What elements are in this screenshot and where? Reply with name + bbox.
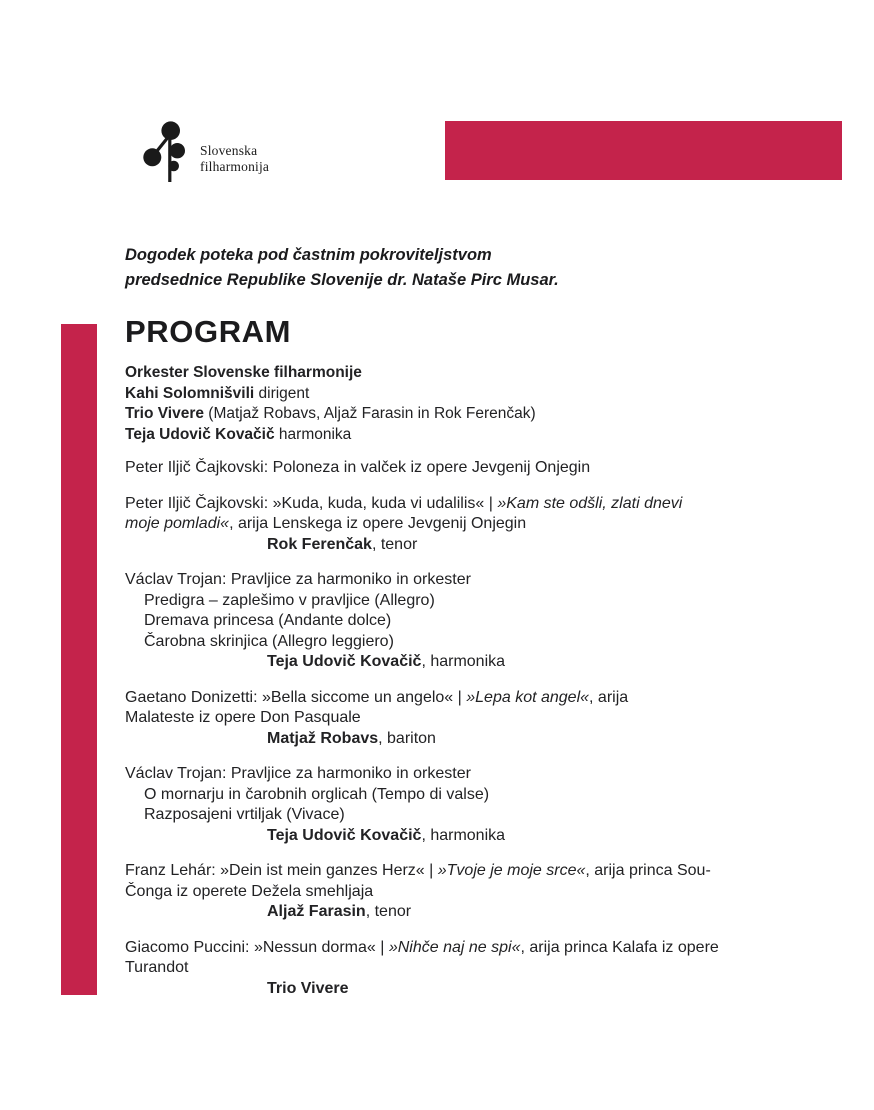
program-line — [125, 688, 837, 709]
text-segment: Teja Udovič Kovačič — [125, 425, 275, 443]
text-segment: Peter Iljič Čajkovski: Poloneza in valček iz opere Jevgenij Onjegin — [125, 459, 591, 476]
text-segment: , arija princa Kalafa iz opere — [520, 938, 719, 956]
ensemble-line — [125, 363, 837, 384]
text-segment: , bariton — [378, 729, 436, 747]
text-segment: Rok Ferenčak — [267, 535, 372, 553]
red-accent-bar — [61, 324, 97, 995]
program-line — [125, 570, 837, 591]
text-segment: , tenor — [365, 903, 412, 920]
text-segment: »Nihče naj ne spi« — [388, 938, 521, 956]
text-segment: Dremava princesa (Andante dolce) — [144, 612, 392, 629]
music-notes-logo-icon — [143, 110, 189, 188]
program-line — [125, 764, 837, 785]
program-line — [125, 591, 837, 612]
text-segment: Václav Trojan: Pravljice za harmoniko in orkester — [125, 571, 471, 588]
text-segment: moje pomladi« — [125, 515, 230, 532]
program-line — [125, 514, 837, 535]
text-segment: Franz Lehár: »Dein ist mein ganzes Herz« | — [125, 862, 438, 879]
program-item — [125, 938, 837, 1000]
patronage-note — [125, 243, 559, 293]
text-segment: , harmonika — [421, 826, 506, 844]
ensemble-line — [125, 404, 837, 425]
philharmonic-logo — [143, 110, 269, 188]
text-segment: Malateste iz opere Don Pasquale — [125, 709, 361, 726]
logo-wordmark-line1: Slovenska — [200, 143, 258, 158]
program-line — [125, 958, 837, 979]
logo-wordmark-line2: filharmonija — [200, 158, 270, 174]
text-segment: harmonika — [274, 425, 352, 443]
ensemble-list — [125, 363, 837, 445]
text-segment: , arija princa Sou- — [585, 862, 711, 879]
program-line — [125, 494, 837, 515]
text-segment: Trio Vivere — [267, 979, 349, 997]
program-line — [125, 979, 837, 1000]
patronage-line1: Dogodek poteka pod častnim pokroviteljstvom — [125, 246, 492, 264]
text-segment: Predigra – zaplešimo v pravljice (Allegro) — [144, 591, 435, 609]
text-segment: Čarobna skrinjica (Allegro leggiero) — [144, 632, 394, 650]
program-item — [125, 458, 837, 479]
program-line — [125, 902, 837, 923]
program-line — [125, 938, 837, 959]
program-items — [125, 458, 837, 999]
text-segment: (Matjaž Robavs, Aljaž Farasin in Rok Ferenčak) — [203, 405, 536, 422]
text-segment: Orkester Slovenske filharmonije — [125, 364, 362, 381]
text-segment: O mornarju in čarobnih orglicah (Tempo di valse) — [144, 785, 490, 803]
program-item — [125, 688, 837, 750]
text-segment: Teja Udovič Kovačič — [267, 653, 422, 670]
text-segment: Teja Udovič Kovačič — [267, 826, 422, 844]
program-line — [125, 708, 837, 729]
program-line — [125, 861, 837, 882]
text-segment: »Tvoje je moje srce« — [437, 862, 586, 879]
program-line — [125, 826, 837, 847]
text-segment: Aljaž Farasin — [267, 903, 366, 920]
text-segment: dirigent — [254, 384, 310, 402]
program-line — [125, 729, 837, 750]
text-segment: »Kam ste odšli, zlati dnevi — [497, 494, 683, 512]
text-segment: Giacomo Puccini: »Nessun dorma« | — [125, 938, 389, 956]
program-line — [125, 652, 837, 673]
text-segment: , arija — [589, 688, 629, 706]
text-segment: Razposajeni vrtiljak (Vivace) — [144, 806, 345, 823]
text-segment: Trio Vivere — [125, 405, 204, 422]
text-segment: , arija Lenskega iz opere Jevgenij Onjegin — [229, 515, 527, 532]
logo-wordmark — [200, 143, 269, 174]
program-item — [125, 764, 837, 846]
patronage-line2: predsednice Republike Slovenije dr. Nataše Pirc Musar. — [125, 271, 559, 289]
text-segment: Čonga iz operete Dežela smehljaja — [125, 882, 374, 900]
text-segment: »Lepa kot angel« — [466, 688, 590, 706]
program-item — [125, 861, 837, 923]
program-title: PROGRAM — [125, 314, 292, 349]
program-line — [125, 785, 837, 806]
text-segment: , harmonika — [421, 653, 506, 670]
program-item — [125, 570, 837, 673]
red-header-banner — [445, 121, 842, 180]
text-segment: Gaetano Donizetti: »Bella siccome un angelo« | — [125, 688, 467, 706]
text-segment: , tenor — [371, 535, 418, 553]
text-segment: Václav Trojan: Pravljice za harmoniko in orkester — [125, 765, 471, 782]
text-segment: Matjaž Robavs — [267, 729, 379, 747]
program-line — [125, 805, 837, 826]
text-segment: Kahi Solomnišvili — [125, 384, 255, 402]
program-line — [125, 458, 837, 479]
text-segment: Turandot — [125, 959, 189, 976]
program-item — [125, 494, 837, 556]
text-segment: Peter Iljič Čajkovski: »Kuda, kuda, kuda vi udalilis« | — [125, 494, 498, 512]
program-line — [125, 611, 837, 632]
program-line — [125, 632, 837, 653]
ensemble-line — [125, 384, 837, 405]
program-line — [125, 882, 837, 903]
program-line — [125, 535, 837, 556]
ensemble-line — [125, 425, 837, 446]
program-content — [125, 315, 837, 1014]
